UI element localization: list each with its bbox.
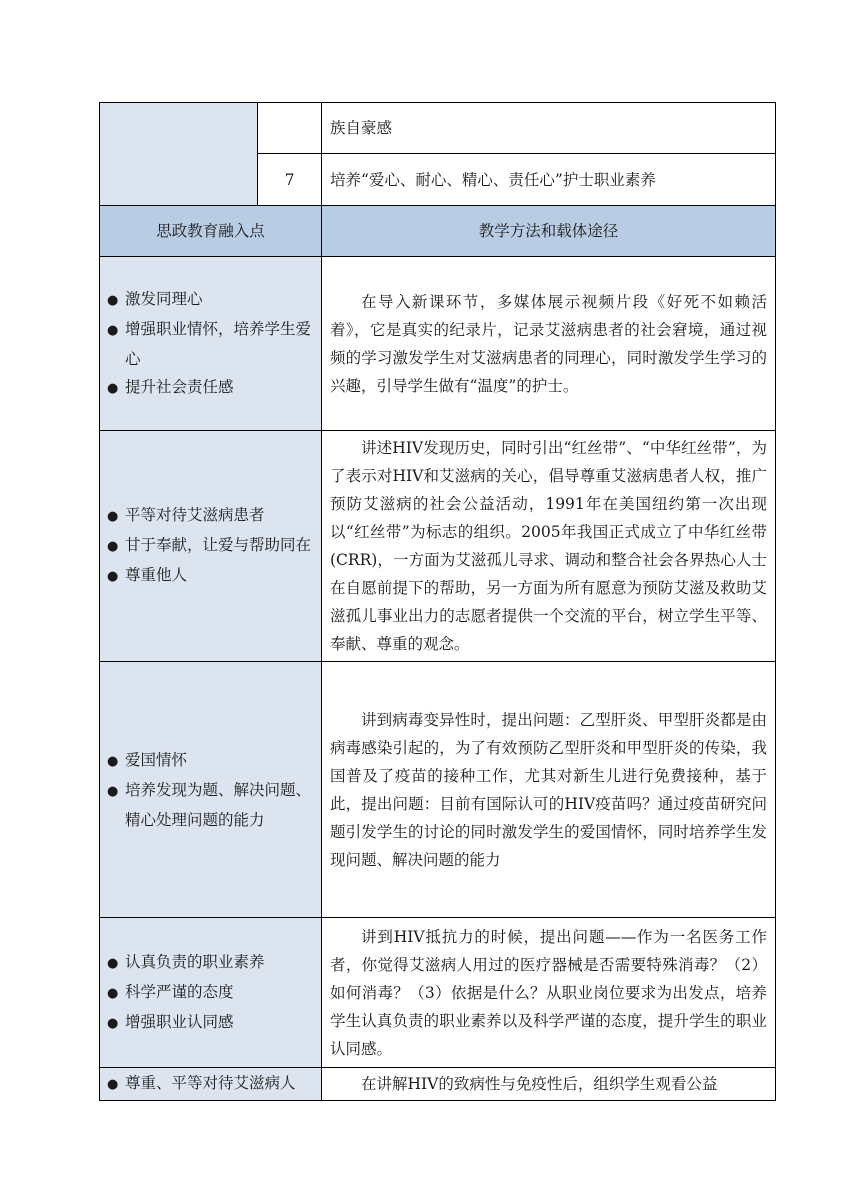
bullet-icon: ● [107, 783, 119, 799]
bullet-icon: ● [107, 955, 119, 971]
merged-label-cell [100, 103, 258, 206]
teaching-method-text: 讲到病毒变异性时，提出问题：乙型肝炎、甲型肝炎都是由病毒感染引起的，为了有效预防乙型肝炎和甲型肝炎的传染，我国普及了疫苗的接种工作，尤其对新生儿进行免费接种，基于此，提出问题：目前有国际认可的HIV疫苗吗？通过疫苗研究问题引发学生的讨论的同时激发学生的爱国情怀，同时培养学生发现问题、解决问题的能力 [322, 662, 776, 918]
bullet-icon: ● [107, 539, 119, 554]
list-item: ● 爱国情怀 [107, 746, 316, 776]
teaching-method-text: 在讲解HIV的致病性与免疫性后，组织学生观看公益 [322, 1068, 776, 1101]
integration-points-cell [100, 662, 322, 918]
column-header-integration-points: 思政教育融入点 [100, 206, 322, 257]
list-item: ● 甘于奉献，让爱与帮助同在 [107, 531, 316, 561]
bullet-icon: ● [107, 985, 119, 1001]
list-item: ● 科学严谨的态度 [107, 978, 316, 1008]
bullet-icon: ● [107, 753, 119, 769]
integration-points-cell [100, 1068, 322, 1101]
bullet-icon: ● [107, 1077, 119, 1092]
list-item: ● 增强职业认同感 [107, 1008, 316, 1038]
list-item: ● 尊重、平等对待艾滋病人 [107, 1069, 316, 1099]
integration-points-cell [100, 918, 322, 1068]
bullet-icon: ● [107, 1015, 119, 1031]
bullet-icon: ● [107, 509, 119, 524]
item-number: 7 [258, 154, 322, 206]
item-text: 培养“爱心、耐心、精心、责任心”护士职业素养 [322, 154, 776, 206]
ideology-teaching-table [99, 102, 776, 1101]
list-item: ● 尊重他人 [107, 561, 316, 591]
bullet-icon: ● [107, 322, 119, 338]
bullet-icon: ● [107, 292, 119, 308]
column-header-teaching-methods: 教学方法和载体途径 [322, 206, 776, 257]
list-item: ● 认真负责的职业素养 [107, 948, 316, 978]
list-item: ● 增强职业情怀，培养学生爱心 [107, 315, 316, 373]
list-item: ● 平等对待艾滋病患者 [107, 501, 316, 531]
integration-points-cell [100, 257, 322, 431]
integration-points-cell [100, 431, 322, 662]
list-item: ● 激发同理心 [107, 285, 316, 315]
teaching-method-text: 讲到HIV抵抗力的时候，提出问题——作为一名医务工作者，你觉得艾滋病人用过的医疗器械是否需要特殊消毒？（2）如何消毒？（3）依据是什么？从职业岗位要求为出发点，培养学生认真负责的职业素养以及科学严谨的态度，提升学生的职业认同感。 [322, 918, 776, 1068]
item-text: 族自豪感 [322, 103, 776, 154]
bullet-icon: ● [107, 569, 119, 584]
bullet-icon: ● [107, 380, 119, 396]
teaching-method-text: 讲述HIV发现历史，同时引出“红丝带”、“中华红丝带”，为了表示对HIV和艾滋病的关心，倡导尊重艾滋病患者人权，推广预防艾滋病的社会公益活动，1991年在美国纽约第一次出现以“红丝带”为标志的组织。2005年我国正式成立了中华红丝带(CRR)，一方面为艾滋孤儿寻求、调动和整合社会各界热心人士在自愿前提下的帮助，另一方面为所有愿意为预防艾滋及救助艾滋孤儿事业出力的志愿者提供一个交流的平台，树立学生平等、奉献、尊重的观念。 [322, 431, 776, 662]
list-item: ● 提升社会责任感 [107, 373, 316, 403]
item-number [258, 103, 322, 154]
teaching-method-text: 在导入新课环节，多媒体展示视频片段《好死不如赖活着》，它是真实的纪录片，记录艾滋病患者的社会窘境，通过视频的学习激发学生对艾滋病患者的同理心，同时激发学生学习的兴趣，引导学生做有“温度”的护士。 [322, 257, 776, 431]
list-item: ● 培养发现为题、解决问题、精心处理问题的能力 [107, 776, 316, 834]
